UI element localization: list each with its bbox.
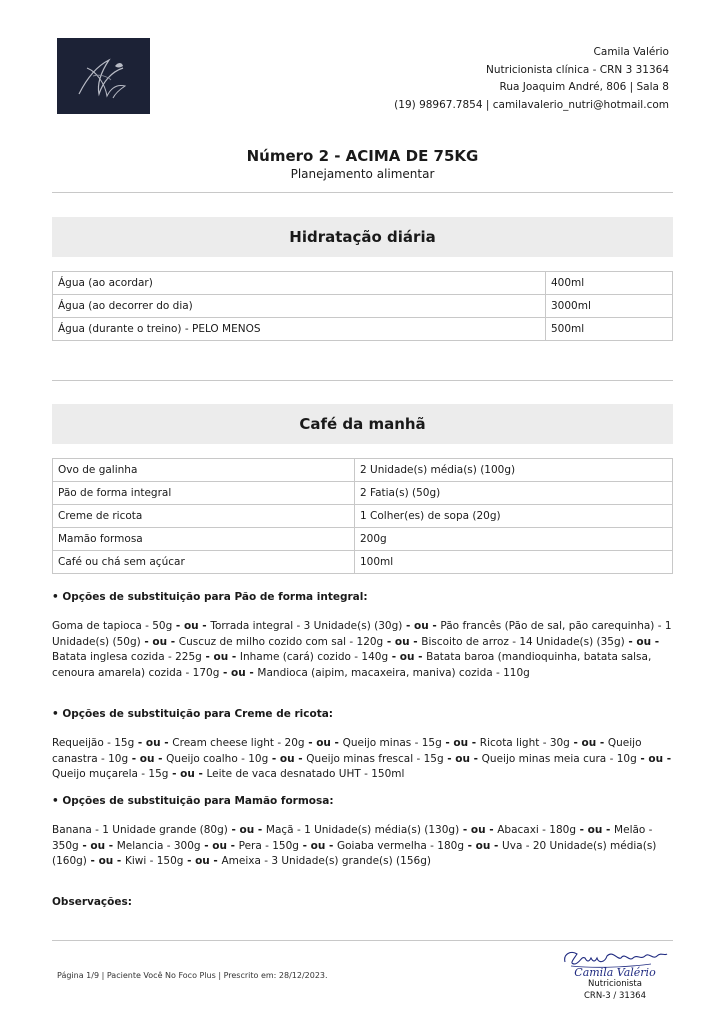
substitution-option: Mandioca (aipim, macaxeira, maniva) cozida - 110g xyxy=(257,666,530,679)
substitution-option: Torrada integral - 3 Unidade(s) (30g) xyxy=(210,620,403,632)
separator-or: - ou - xyxy=(464,839,503,852)
amount-cell: 400ml xyxy=(546,272,673,295)
signature-role: Nutricionista xyxy=(588,979,642,989)
separator-or: - ou - xyxy=(200,839,239,852)
substitution-option: Pão francês (Pão de sal, pão carequinha) - 1 Unidade(s) (50g) xyxy=(52,620,672,648)
signature-crn: CRN-3 / 31364 xyxy=(584,991,646,1001)
table-row xyxy=(53,482,673,505)
divider xyxy=(52,940,673,941)
breakfast-table xyxy=(52,458,673,574)
page-title: Número 2 - ACIMA DE 75KG xyxy=(246,147,479,165)
substitution-option: Queijo canastra - 10g xyxy=(52,737,642,765)
substitution-option: Cream cheese light - 20g xyxy=(172,737,305,749)
separator-or: - ou - xyxy=(201,651,240,663)
separator-or: - ou - xyxy=(624,635,660,648)
substitution-option: Queijo muçarela - 15g xyxy=(52,768,169,780)
substitution-option: Goma de tapioca - 50g xyxy=(52,620,173,632)
table-row xyxy=(53,551,673,574)
table-row xyxy=(53,528,673,551)
section-heading-breakfast: Café da manhã xyxy=(52,404,673,444)
page-subtitle: Planejamento alimentar xyxy=(290,167,435,181)
substitution-option: Queijo minas meia cura - 10g xyxy=(481,752,637,765)
table-row xyxy=(53,272,673,295)
separator-or: - ou - xyxy=(304,737,343,749)
table-row xyxy=(53,318,673,341)
observations-label: Observações: xyxy=(52,896,132,908)
substitution-option: Ricota light - 30g xyxy=(479,737,570,749)
separator-or: - ou - xyxy=(441,737,480,749)
separator-or: - ou - xyxy=(388,651,427,663)
substitution-title: • Opções de substituição para Creme de ricota: xyxy=(52,708,334,720)
item-cell: Café ou chá sem açúcar xyxy=(53,551,355,574)
separator-or: - ou - xyxy=(183,855,222,867)
substitution-option: Banana - 1 Unidade grande (80g) xyxy=(52,824,228,836)
hydration-table xyxy=(52,271,673,341)
substitution-option: Melão - 350g xyxy=(52,824,653,852)
substitution-option: Pera - 150g xyxy=(238,839,299,852)
signature-name: Camila Valério xyxy=(574,966,656,979)
divider xyxy=(52,192,673,193)
header-info xyxy=(394,44,669,114)
substitution-title: • Opções de substituição para Mamão formosa: xyxy=(52,795,334,807)
substitution-option: Abacaxi - 180g xyxy=(497,824,577,836)
substitution-option: Queijo minas frescal - 15g xyxy=(306,752,444,765)
amount-cell: 2 Fatia(s) (50g) xyxy=(355,482,673,505)
footer-text: Página 1/9 | Paciente Você No Foco Plus | Prescrito em: 28/12/2023. xyxy=(57,971,328,980)
substitution-option: Cuscuz de milho cozido com sal - 120g xyxy=(178,635,384,648)
amount-cell: 100ml xyxy=(355,551,673,574)
amount-cell: 3000ml xyxy=(546,295,673,318)
table-row xyxy=(53,505,673,528)
separator-or: - ou - xyxy=(298,839,337,852)
substitution-option: Batata baroa (mandioquinha, batata salsa, cenoura amarela) cozida - 170g xyxy=(52,651,652,679)
substitution-option: Queijo minas - 15g xyxy=(342,737,442,749)
substitution-option: Requeijão - 15g xyxy=(52,737,135,749)
substitution-option: Melancia - 300g xyxy=(116,839,201,852)
separator-or: - ou - xyxy=(219,666,258,679)
substitution-option: Leite de vaca desnatado UHT - 150ml xyxy=(206,768,405,780)
substitution-options xyxy=(52,619,674,681)
nutritionist-contact: (19) 98967.7854 | camilavalerio_nutri@hotmail.com xyxy=(394,98,669,111)
substitution-option: Queijo coalho - 10g xyxy=(166,752,269,765)
signature xyxy=(555,946,675,1006)
table-row xyxy=(53,459,673,482)
amount-cell: 500ml xyxy=(546,318,673,341)
separator-or: - ou - xyxy=(402,620,441,632)
item-cell: Mamão formosa xyxy=(53,528,355,551)
item-cell: Água (durante o treino) - PELO MENOS xyxy=(53,318,546,341)
separator-or: - ou - xyxy=(383,635,422,648)
substitution-option: Goiaba vermelha - 180g xyxy=(336,839,465,852)
nutritionist-credential: Nutricionista clínica - CRN 3 31364 xyxy=(486,63,669,76)
separator-or: - ou - xyxy=(140,635,179,648)
substitution-title: • Opções de substituição para Pão de forma integral: xyxy=(52,591,368,603)
substitution-option: Inhame (cará) cozido - 140g xyxy=(239,651,389,663)
item-cell: Ovo de galinha xyxy=(53,459,355,482)
substitution-option: Maçã - 1 Unidade(s) média(s) (130g) xyxy=(265,824,460,836)
separator-or: - ou - xyxy=(78,839,117,852)
substitution-option: Kiwi - 150g xyxy=(124,855,184,867)
separator-or: - ou - xyxy=(576,824,615,836)
substitution-option: Ameixa - 3 Unidade(s) grande(s) (156g) xyxy=(221,855,431,867)
table-row xyxy=(53,295,673,318)
substitution-option: Uva - 20 Unidade(s) média(s) (160g) xyxy=(52,839,657,867)
separator-or: - ou - xyxy=(443,752,482,765)
item-cell: Água (ao acordar) xyxy=(53,272,546,295)
amount-cell: 2 Unidade(s) média(s) (100g) xyxy=(355,459,673,482)
amount-cell: 200g xyxy=(355,528,673,551)
separator-or: - ou - xyxy=(459,824,498,836)
separator-or: - ou - xyxy=(227,824,266,836)
separator-or: - ou - xyxy=(268,752,307,765)
item-cell: Água (ao decorrer do dia) xyxy=(53,295,546,318)
separator-or: - ou - xyxy=(134,737,173,749)
substitution-options xyxy=(52,823,674,870)
item-cell: Pão de forma integral xyxy=(53,482,355,505)
brand-logo xyxy=(57,38,150,114)
separator-or: - ou - xyxy=(168,768,207,780)
nutritionist-name: Camila Valério xyxy=(593,46,669,58)
separator-or: - ou - xyxy=(172,620,211,632)
separator-or: - ou - xyxy=(128,752,167,765)
substitution-option: Batata inglesa cozida - 225g xyxy=(52,651,202,663)
nutritionist-address: Rua Joaquim André, 806 | Sala 8 xyxy=(499,81,669,93)
divider xyxy=(52,380,673,381)
separator-or: - ou - xyxy=(636,752,672,765)
substitution-option: Biscoito de arroz - 14 Unidade(s) (35g) xyxy=(421,635,625,648)
separator-or: - ou - xyxy=(569,737,608,749)
separator-or: - ou - xyxy=(86,855,125,867)
substitution-options xyxy=(52,736,674,783)
section-heading-hydration: Hidratação diária xyxy=(52,217,673,257)
item-cell: Creme de ricota xyxy=(53,505,355,528)
amount-cell: 1 Colher(es) de sopa (20g) xyxy=(355,505,673,528)
